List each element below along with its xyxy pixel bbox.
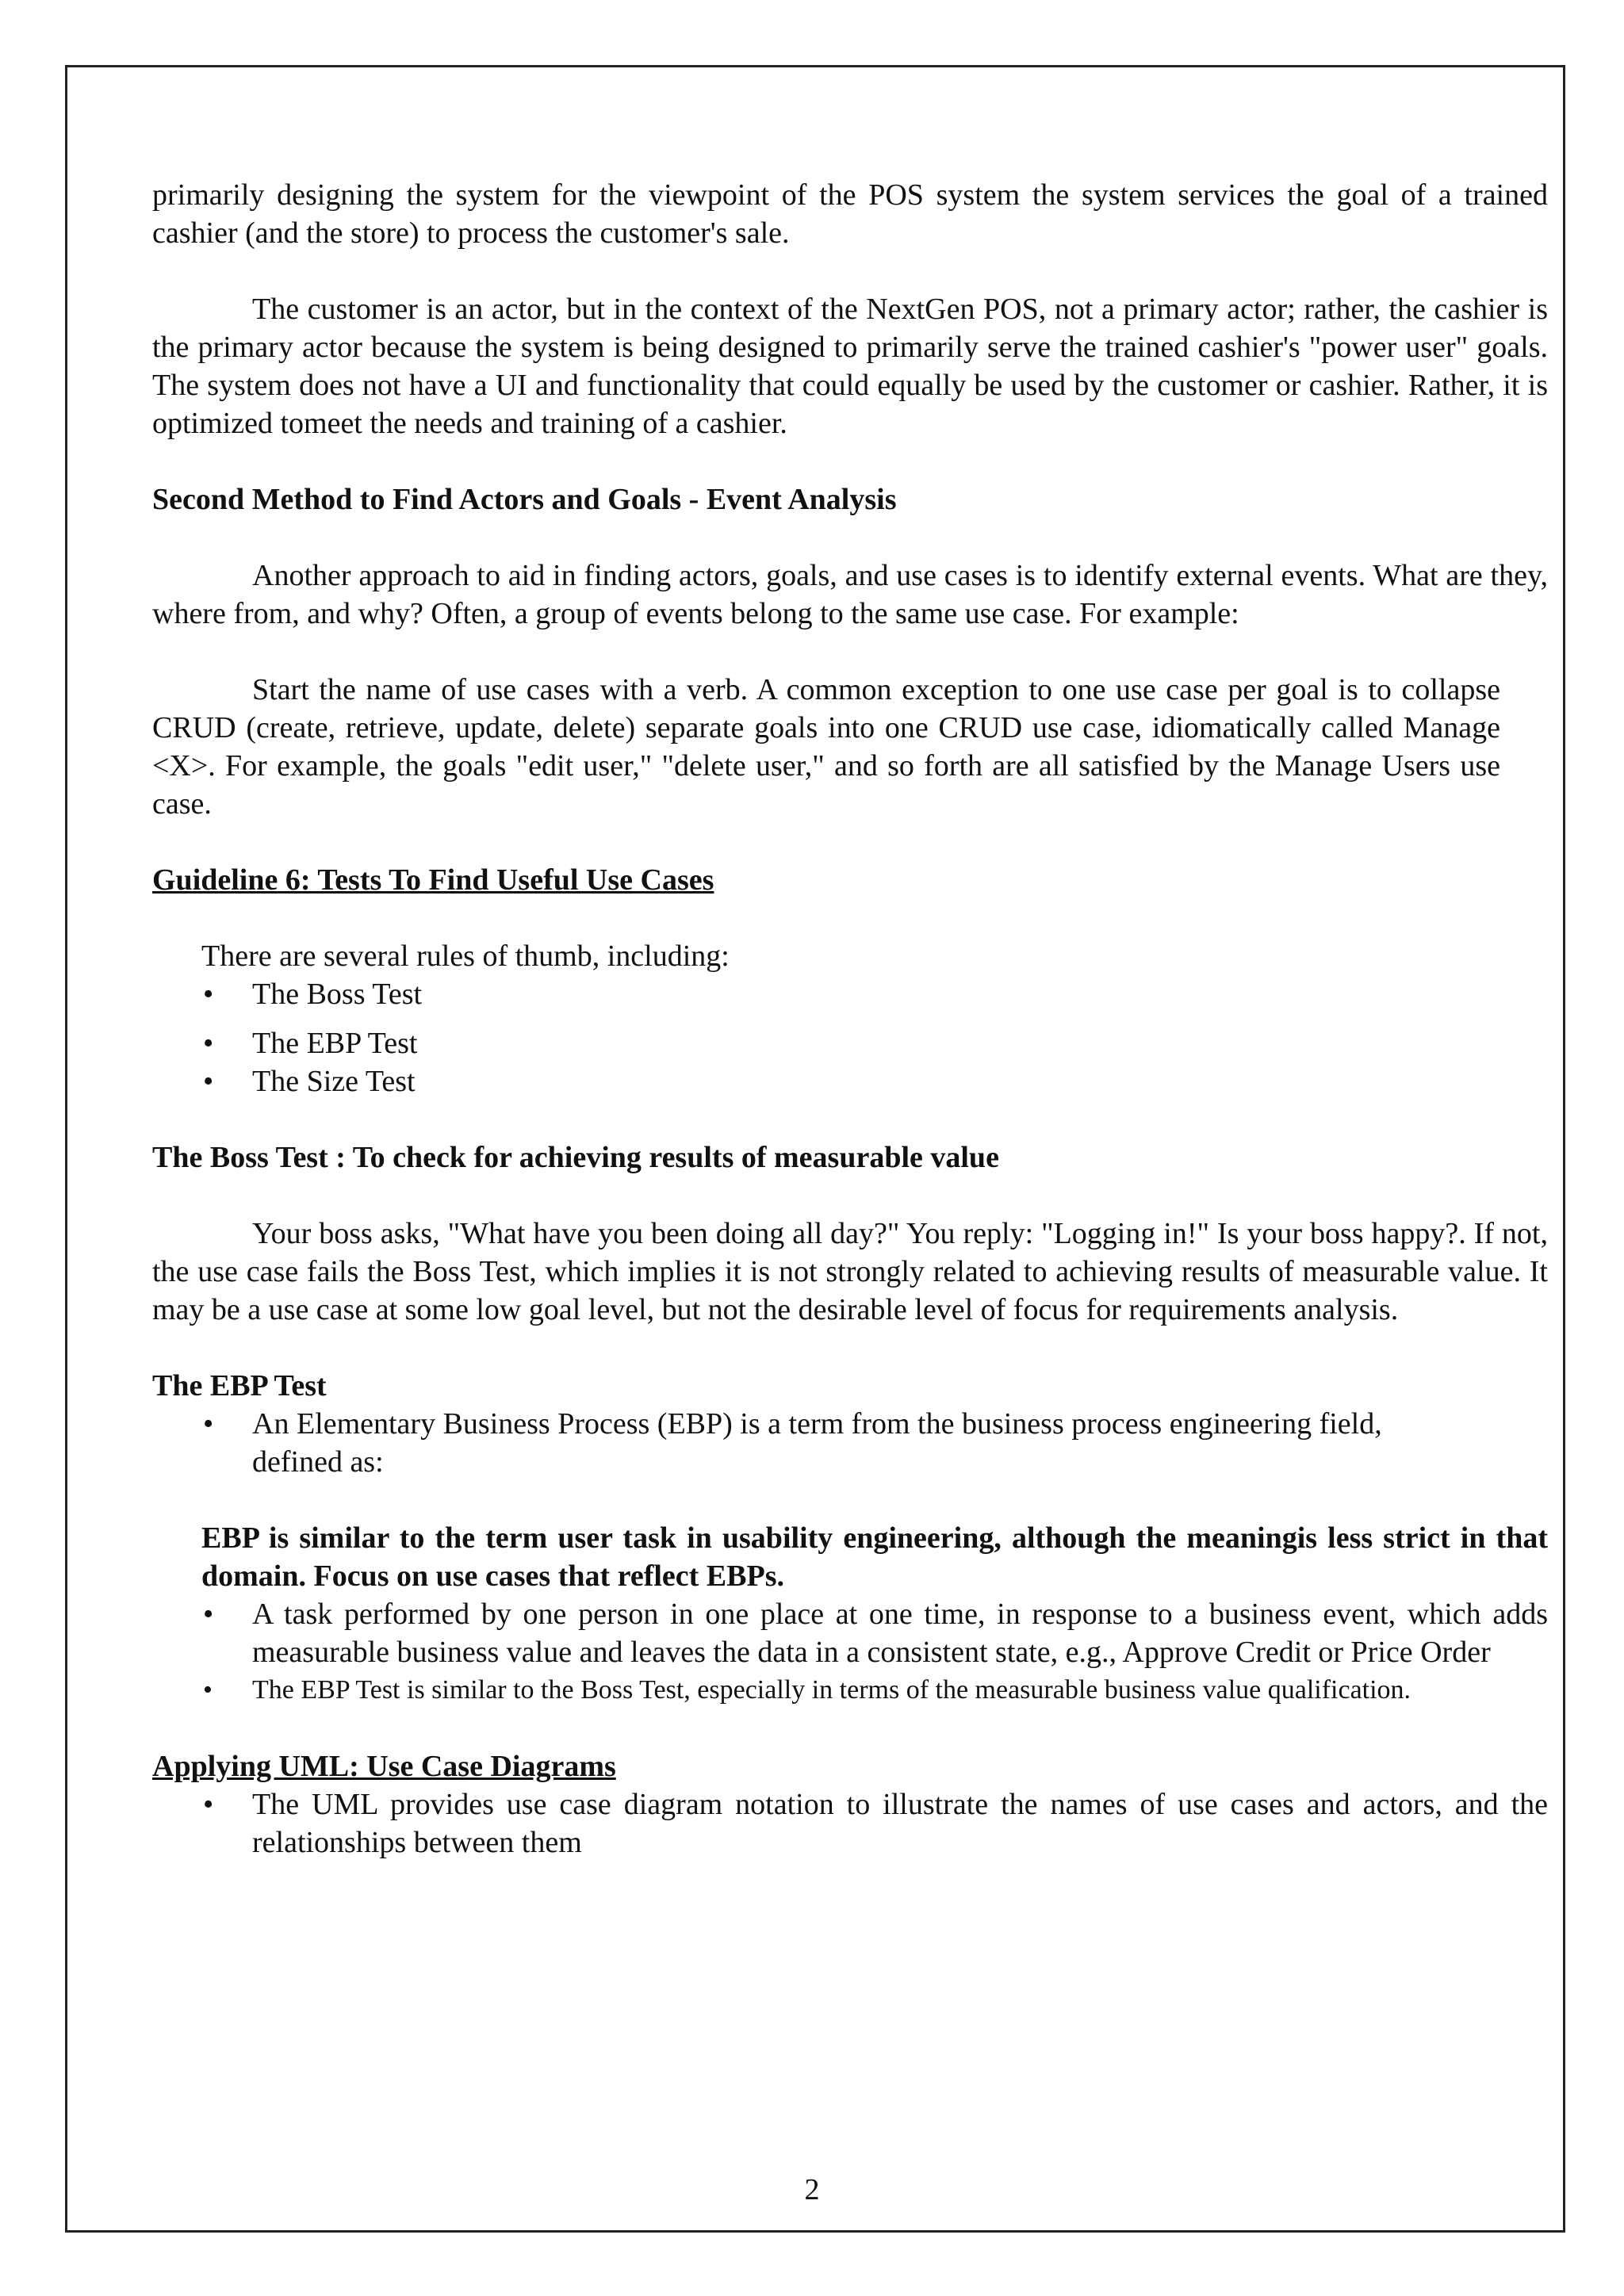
- tests-list: [152, 975, 1548, 1100]
- event-analysis-paragraph-2: Start the name of use cases with a verb. A common exception to one use case per goal is to collapse CRUD (create, retrieve, update, delete) separate goals into one CRUD use case, idiomatically called Manage <X>. For example, the goals "edit user," "delete user," and so forth are all satisfied by the Manage Users use case.: [152, 673, 1500, 821]
- page-content: [152, 176, 1548, 1862]
- list-item: [152, 975, 1548, 1013]
- event-analysis-paragraph-1: Another approach to aid in finding actors, goals, and use cases is to identify external events. What are they, where from, and why? Often, a group of events belong to the same use case. For example:: [152, 559, 1548, 630]
- bullet-icon: •: [203, 978, 214, 1011]
- list-item: [152, 1671, 1548, 1709]
- boss-test-paragraph: Your boss asks, "What have you been doing all day?" You reply: "Logging in!" Is your boss happy?. If not, the use case fails the Boss Test, which implies it is not strongly related to achieving results of measurable value. It may be a use case at some low goal level, but not the desirable level of focus for requirements analysis.: [152, 1217, 1548, 1326]
- list-item: [152, 1785, 1548, 1862]
- ebp-list-2: [152, 1595, 1548, 1709]
- boss-test-heading: The Boss Test : To check for achieving results of measurable value: [152, 1141, 999, 1174]
- bullet-icon: •: [203, 1407, 214, 1441]
- bullet-icon: •: [203, 1598, 214, 1631]
- page-number: 2: [804, 2173, 820, 2206]
- uml-list: [152, 1785, 1548, 1862]
- bullet-icon: •: [203, 1788, 214, 1821]
- list-item-label: A task performed by one person in one place at one time, in response to a business event, which adds measurable business value and leaves the data in a consistent state, e.g., Approve Credit or Price Order: [252, 1598, 1548, 1669]
- list-item-label: The EBP Test: [252, 1027, 418, 1060]
- list-item: [152, 1062, 1548, 1100]
- intro-paragraph: primarily designing the system for the viewpoint of the POS system the system services the goal of a trained cashier (and the store) to process the customer's sale.: [152, 178, 1548, 250]
- list-item: [152, 1595, 1548, 1671]
- list-item: [152, 1024, 1548, 1062]
- bullet-icon: •: [203, 1027, 214, 1060]
- uml-heading: Applying UML: Use Case Diagrams: [152, 1750, 616, 1783]
- list-item-label: The EBP Test is similar to the Boss Test, especially in terms of the measurable business value qualification.: [252, 1675, 1411, 1705]
- guideline-intro: There are several rules of thumb, including:: [201, 939, 730, 973]
- ebp-list-1: [152, 1405, 1548, 1481]
- ebp-test-heading: The EBP Test: [152, 1369, 327, 1402]
- bullet-icon: •: [203, 1065, 214, 1098]
- guideline-heading: Guideline 6: Tests To Find Useful Use Cases: [152, 863, 714, 897]
- list-item-label: An Elementary Business Process (EBP) is a term from the business process engineering field, defined as:: [252, 1407, 1382, 1479]
- list-item-label: The Size Test: [252, 1065, 416, 1098]
- actor-paragraph: The customer is an actor, but in the context of the NextGen POS, not a primary actor; rather, the cashier is the primary actor because the system is being designed to primarily serve the trained cashier's "power user" goals. The system does not have a UI and functionality that could equally be used by the customer or cashier. Rather, it is optimized tomeet the needs and training of a cashier.: [152, 293, 1548, 440]
- ebp-bold-note: EBP is similar to the term user task in usability engineering, although the meaningis less strict in that domain. Focus on use cases that reflect EBPs.: [201, 1521, 1548, 1593]
- list-item: [152, 1405, 1548, 1481]
- list-item-label: The UML provides use case diagram notation to illustrate the names of use cases and actors, and the relationships between them: [252, 1788, 1548, 1859]
- list-item-label: The Boss Test: [252, 978, 423, 1011]
- bullet-icon: •: [203, 1675, 213, 1705]
- event-analysis-heading: Second Method to Find Actors and Goals - Event Analysis: [152, 483, 897, 516]
